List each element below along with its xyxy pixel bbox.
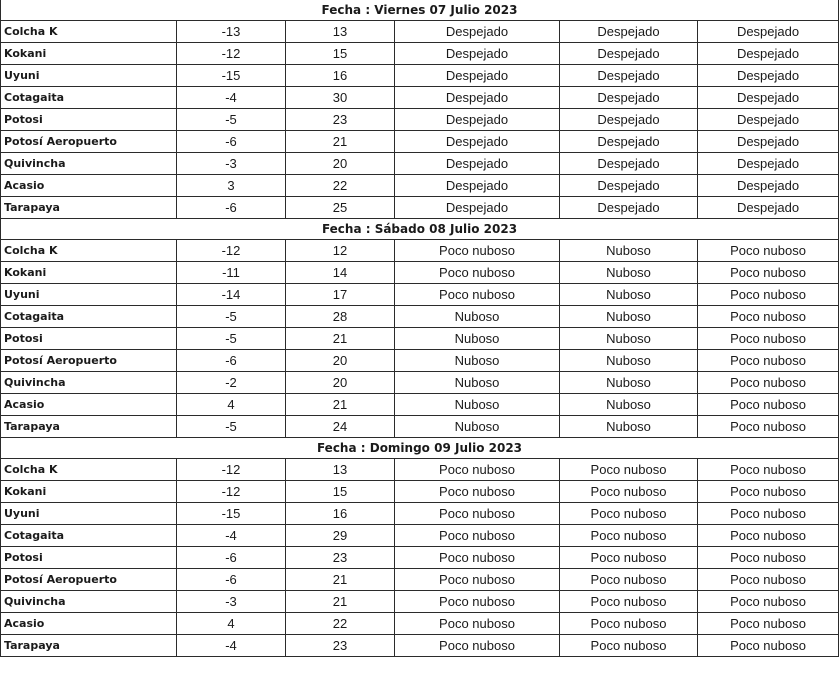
- table-row: [1, 525, 839, 547]
- station-name-cell: Kokani: [1, 43, 177, 65]
- condition-cell-3: Despejado: [698, 87, 839, 109]
- condition-cell-2: Poco nuboso: [560, 459, 698, 481]
- max-temp-cell: 20: [286, 372, 395, 394]
- station-name-cell: Tarapaya: [1, 197, 177, 219]
- condition-cell-1: Poco nuboso: [395, 262, 560, 284]
- table-row: [1, 284, 839, 306]
- condition-cell-1: Despejado: [395, 197, 560, 219]
- station-name-cell: Colcha K: [1, 21, 177, 43]
- condition-cell-1: Despejado: [395, 43, 560, 65]
- min-temp-cell: -5: [177, 416, 286, 438]
- table-row: [1, 131, 839, 153]
- condition-cell-3: Poco nuboso: [698, 328, 839, 350]
- station-name-cell: Tarapaya: [1, 635, 177, 657]
- max-temp-cell: 21: [286, 328, 395, 350]
- condition-cell-3: Poco nuboso: [698, 613, 839, 635]
- min-temp-cell: -4: [177, 635, 286, 657]
- condition-cell-2: Nuboso: [560, 262, 698, 284]
- condition-cell-2: Nuboso: [560, 328, 698, 350]
- station-name-cell: Acasio: [1, 613, 177, 635]
- condition-cell-1: Despejado: [395, 109, 560, 131]
- table-row: [1, 350, 839, 372]
- table-row: [1, 153, 839, 175]
- max-temp-cell: 21: [286, 394, 395, 416]
- condition-cell-1: Despejado: [395, 153, 560, 175]
- condition-cell-1: Nuboso: [395, 394, 560, 416]
- condition-cell-2: Nuboso: [560, 394, 698, 416]
- condition-cell-2: Nuboso: [560, 416, 698, 438]
- min-temp-cell: -13: [177, 21, 286, 43]
- condition-cell-2: Nuboso: [560, 350, 698, 372]
- max-temp-cell: 14: [286, 262, 395, 284]
- station-name-cell: Potosí Aeropuerto: [1, 350, 177, 372]
- max-temp-cell: 20: [286, 153, 395, 175]
- condition-cell-3: Despejado: [698, 131, 839, 153]
- table-row: [1, 21, 839, 43]
- max-temp-cell: 13: [286, 459, 395, 481]
- max-temp-cell: 25: [286, 197, 395, 219]
- condition-cell-1: Despejado: [395, 131, 560, 153]
- table-row: [1, 635, 839, 657]
- forecast-body: [1, 0, 839, 657]
- station-name-cell: Potosí Aeropuerto: [1, 569, 177, 591]
- max-temp-cell: 23: [286, 109, 395, 131]
- min-temp-cell: -4: [177, 525, 286, 547]
- date-header: Fecha : Domingo 09 Julio 2023: [1, 438, 839, 459]
- condition-cell-3: Poco nuboso: [698, 459, 839, 481]
- condition-cell-3: Poco nuboso: [698, 525, 839, 547]
- condition-cell-1: Nuboso: [395, 328, 560, 350]
- condition-cell-2: Despejado: [560, 65, 698, 87]
- condition-cell-1: Poco nuboso: [395, 591, 560, 613]
- station-name-cell: Quivincha: [1, 153, 177, 175]
- date-header-row: [1, 219, 839, 240]
- min-temp-cell: -12: [177, 240, 286, 262]
- station-name-cell: Kokani: [1, 262, 177, 284]
- condition-cell-3: Despejado: [698, 197, 839, 219]
- condition-cell-2: Poco nuboso: [560, 569, 698, 591]
- station-name-cell: Quivincha: [1, 372, 177, 394]
- max-temp-cell: 22: [286, 175, 395, 197]
- min-temp-cell: -6: [177, 350, 286, 372]
- table-row: [1, 240, 839, 262]
- max-temp-cell: 15: [286, 481, 395, 503]
- max-temp-cell: 20: [286, 350, 395, 372]
- table-row: [1, 306, 839, 328]
- table-row: [1, 109, 839, 131]
- table-row: [1, 569, 839, 591]
- station-name-cell: Potosi: [1, 328, 177, 350]
- min-temp-cell: 4: [177, 613, 286, 635]
- condition-cell-2: Despejado: [560, 131, 698, 153]
- max-temp-cell: 16: [286, 503, 395, 525]
- condition-cell-1: Poco nuboso: [395, 284, 560, 306]
- table-row: [1, 43, 839, 65]
- condition-cell-1: Poco nuboso: [395, 481, 560, 503]
- max-temp-cell: 21: [286, 569, 395, 591]
- date-header: Fecha : Viernes 07 Julio 2023: [1, 0, 839, 21]
- condition-cell-2: Despejado: [560, 87, 698, 109]
- min-temp-cell: -6: [177, 131, 286, 153]
- max-temp-cell: 21: [286, 591, 395, 613]
- condition-cell-2: Nuboso: [560, 240, 698, 262]
- max-temp-cell: 28: [286, 306, 395, 328]
- condition-cell-3: Poco nuboso: [698, 262, 839, 284]
- condition-cell-1: Poco nuboso: [395, 547, 560, 569]
- condition-cell-1: Poco nuboso: [395, 525, 560, 547]
- condition-cell-3: Poco nuboso: [698, 372, 839, 394]
- condition-cell-3: Despejado: [698, 175, 839, 197]
- table-row: [1, 394, 839, 416]
- min-temp-cell: -3: [177, 153, 286, 175]
- min-temp-cell: -5: [177, 328, 286, 350]
- condition-cell-1: Despejado: [395, 87, 560, 109]
- station-name-cell: Colcha K: [1, 459, 177, 481]
- max-temp-cell: 12: [286, 240, 395, 262]
- condition-cell-3: Despejado: [698, 65, 839, 87]
- station-name-cell: Kokani: [1, 481, 177, 503]
- max-temp-cell: 23: [286, 547, 395, 569]
- table-row: [1, 547, 839, 569]
- condition-cell-3: Poco nuboso: [698, 591, 839, 613]
- condition-cell-2: Despejado: [560, 175, 698, 197]
- condition-cell-2: Poco nuboso: [560, 635, 698, 657]
- max-temp-cell: 23: [286, 635, 395, 657]
- condition-cell-2: Despejado: [560, 197, 698, 219]
- condition-cell-1: Poco nuboso: [395, 240, 560, 262]
- date-header-row: [1, 438, 839, 459]
- max-temp-cell: 13: [286, 21, 395, 43]
- station-name-cell: Potosí Aeropuerto: [1, 131, 177, 153]
- max-temp-cell: 22: [286, 613, 395, 635]
- condition-cell-3: Poco nuboso: [698, 569, 839, 591]
- condition-cell-3: Despejado: [698, 21, 839, 43]
- station-name-cell: Uyuni: [1, 284, 177, 306]
- condition-cell-2: Despejado: [560, 21, 698, 43]
- table-row: [1, 65, 839, 87]
- condition-cell-2: Poco nuboso: [560, 481, 698, 503]
- station-name-cell: Cotagaita: [1, 87, 177, 109]
- condition-cell-1: Nuboso: [395, 416, 560, 438]
- condition-cell-3: Despejado: [698, 153, 839, 175]
- min-temp-cell: -5: [177, 109, 286, 131]
- min-temp-cell: -4: [177, 87, 286, 109]
- max-temp-cell: 30: [286, 87, 395, 109]
- condition-cell-2: Poco nuboso: [560, 613, 698, 635]
- table-row: [1, 197, 839, 219]
- condition-cell-3: Poco nuboso: [698, 284, 839, 306]
- min-temp-cell: -15: [177, 65, 286, 87]
- condition-cell-2: Nuboso: [560, 372, 698, 394]
- min-temp-cell: 3: [177, 175, 286, 197]
- condition-cell-1: Nuboso: [395, 350, 560, 372]
- max-temp-cell: 29: [286, 525, 395, 547]
- min-temp-cell: -2: [177, 372, 286, 394]
- table-row: [1, 416, 839, 438]
- condition-cell-1: Despejado: [395, 65, 560, 87]
- condition-cell-1: Poco nuboso: [395, 503, 560, 525]
- station-name-cell: Quivincha: [1, 591, 177, 613]
- condition-cell-1: Nuboso: [395, 372, 560, 394]
- station-name-cell: Acasio: [1, 175, 177, 197]
- condition-cell-2: Despejado: [560, 43, 698, 65]
- table-row: [1, 459, 839, 481]
- table-row: [1, 372, 839, 394]
- min-temp-cell: -5: [177, 306, 286, 328]
- min-temp-cell: -3: [177, 591, 286, 613]
- min-temp-cell: -12: [177, 481, 286, 503]
- condition-cell-2: Despejado: [560, 109, 698, 131]
- max-temp-cell: 17: [286, 284, 395, 306]
- min-temp-cell: -6: [177, 197, 286, 219]
- condition-cell-2: Poco nuboso: [560, 503, 698, 525]
- table-row: [1, 613, 839, 635]
- station-name-cell: Cotagaita: [1, 525, 177, 547]
- condition-cell-3: Despejado: [698, 43, 839, 65]
- min-temp-cell: -6: [177, 547, 286, 569]
- max-temp-cell: 21: [286, 131, 395, 153]
- condition-cell-3: Poco nuboso: [698, 394, 839, 416]
- condition-cell-1: Poco nuboso: [395, 459, 560, 481]
- condition-cell-2: Poco nuboso: [560, 547, 698, 569]
- min-temp-cell: -12: [177, 43, 286, 65]
- max-temp-cell: 24: [286, 416, 395, 438]
- condition-cell-2: Nuboso: [560, 284, 698, 306]
- condition-cell-3: Poco nuboso: [698, 481, 839, 503]
- table-row: [1, 87, 839, 109]
- max-temp-cell: 16: [286, 65, 395, 87]
- station-name-cell: Colcha K: [1, 240, 177, 262]
- station-name-cell: Cotagaita: [1, 306, 177, 328]
- condition-cell-2: Despejado: [560, 153, 698, 175]
- min-temp-cell: -15: [177, 503, 286, 525]
- station-name-cell: Potosi: [1, 547, 177, 569]
- condition-cell-3: Poco nuboso: [698, 350, 839, 372]
- table-row: [1, 328, 839, 350]
- min-temp-cell: 4: [177, 394, 286, 416]
- condition-cell-3: Poco nuboso: [698, 503, 839, 525]
- condition-cell-2: Poco nuboso: [560, 591, 698, 613]
- table-row: [1, 175, 839, 197]
- station-name-cell: Uyuni: [1, 65, 177, 87]
- condition-cell-1: Despejado: [395, 175, 560, 197]
- condition-cell-1: Despejado: [395, 21, 560, 43]
- min-temp-cell: -11: [177, 262, 286, 284]
- date-header: Fecha : Sábado 08 Julio 2023: [1, 219, 839, 240]
- date-header-row: [1, 0, 839, 21]
- condition-cell-3: Despejado: [698, 109, 839, 131]
- station-name-cell: Uyuni: [1, 503, 177, 525]
- condition-cell-3: Poco nuboso: [698, 306, 839, 328]
- station-name-cell: Acasio: [1, 394, 177, 416]
- condition-cell-3: Poco nuboso: [698, 240, 839, 262]
- condition-cell-1: Poco nuboso: [395, 613, 560, 635]
- min-temp-cell: -14: [177, 284, 286, 306]
- condition-cell-2: Nuboso: [560, 306, 698, 328]
- condition-cell-3: Poco nuboso: [698, 635, 839, 657]
- station-name-cell: Potosi: [1, 109, 177, 131]
- table-row: [1, 591, 839, 613]
- table-row: [1, 481, 839, 503]
- min-temp-cell: -12: [177, 459, 286, 481]
- condition-cell-1: Poco nuboso: [395, 635, 560, 657]
- condition-cell-1: Poco nuboso: [395, 569, 560, 591]
- condition-cell-3: Poco nuboso: [698, 547, 839, 569]
- station-name-cell: Tarapaya: [1, 416, 177, 438]
- table-row: [1, 503, 839, 525]
- table-row: [1, 262, 839, 284]
- condition-cell-1: Nuboso: [395, 306, 560, 328]
- condition-cell-2: Poco nuboso: [560, 525, 698, 547]
- min-temp-cell: -6: [177, 569, 286, 591]
- max-temp-cell: 15: [286, 43, 395, 65]
- condition-cell-3: Poco nuboso: [698, 416, 839, 438]
